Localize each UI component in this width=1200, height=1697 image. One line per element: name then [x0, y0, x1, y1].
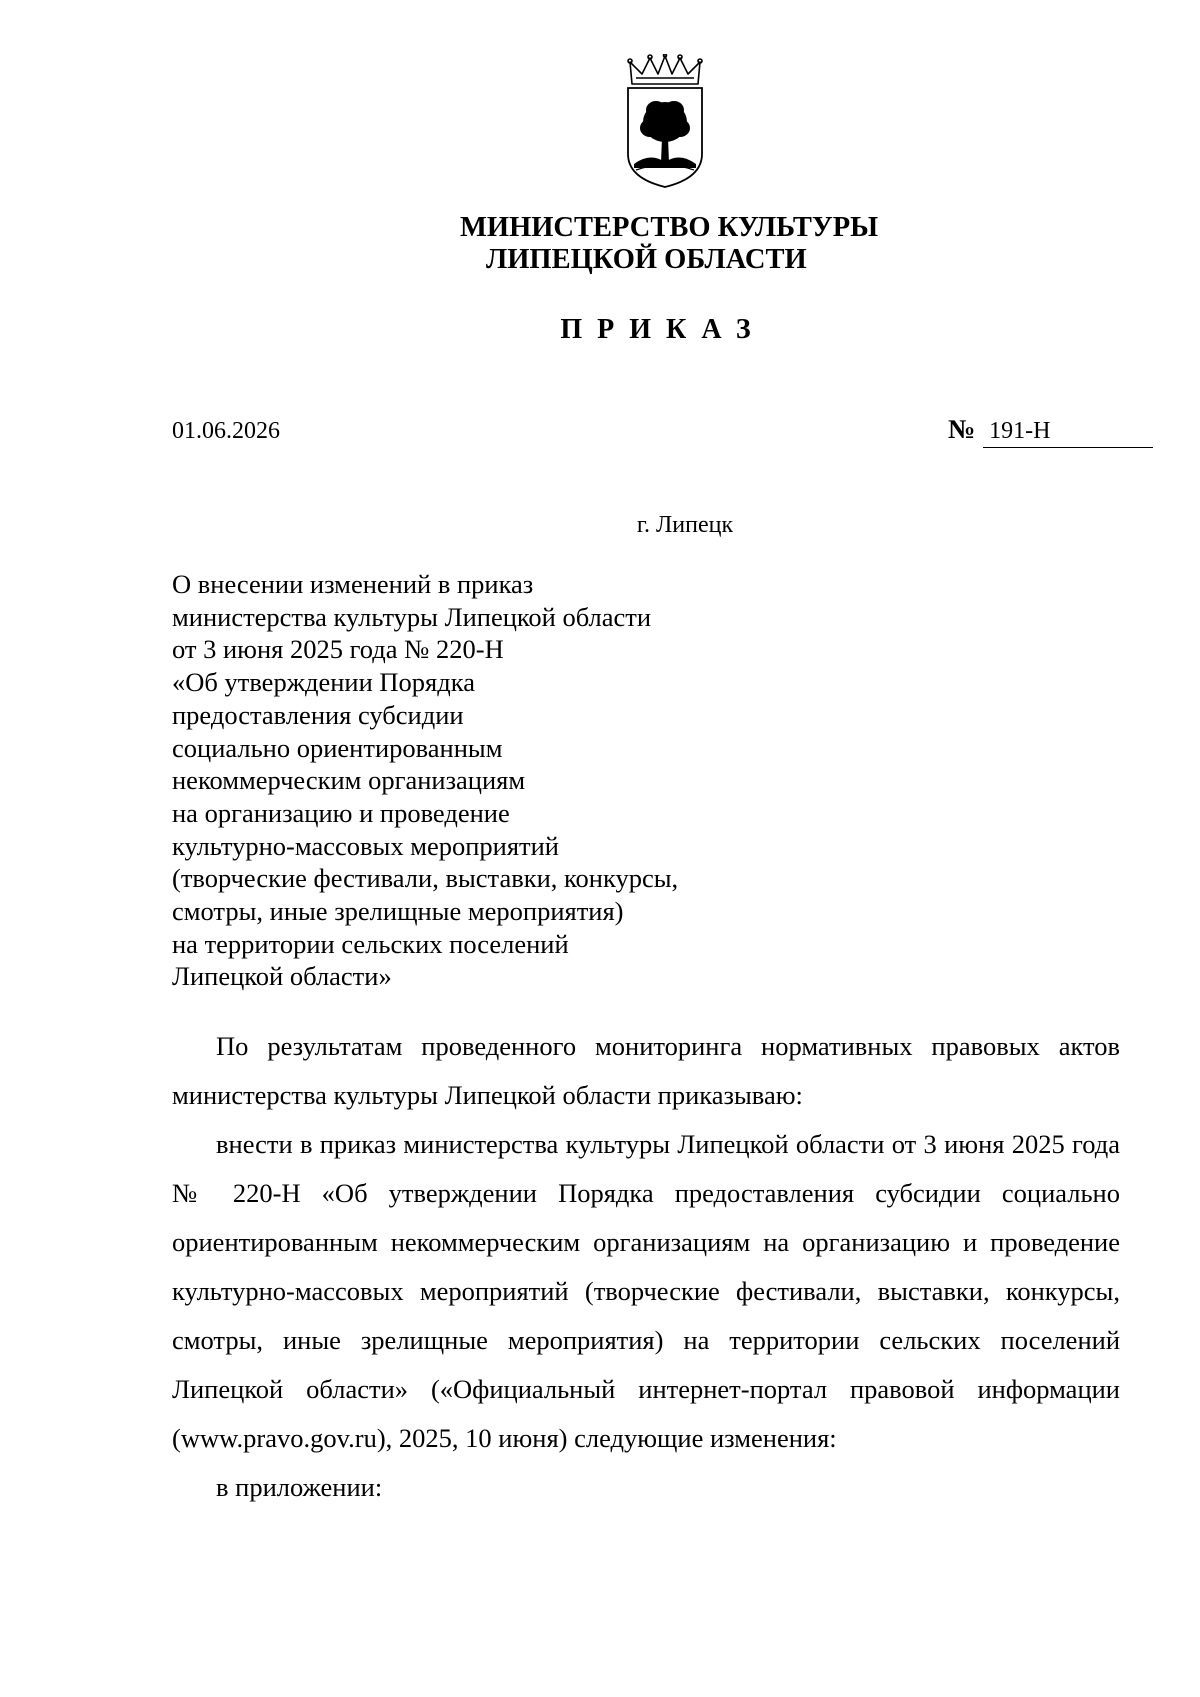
document-body	[172, 1022, 1120, 1512]
subject-line: «Об утверждении Порядка	[172, 667, 475, 698]
subject-line: министерства культуры Липецкой области	[172, 601, 652, 632]
body-paragraph: в приложении:	[216, 1472, 383, 1502]
number-value: 191-Н	[983, 418, 1153, 448]
body-paragraph: внести в приказ министерства культуры Липецкой области от 3 июня 2025 года № 220-Н «Об утверждении Порядка предоставления субсидии социально ориентированным некоммерческим организациям на организацию и проведение культурно-массовых мероприятий (творческие фестивали, выставки, конкурсы, смотры, иные зрелищные мероприятия) на территории сельских поселений Липецкой области» («Официальный интернет-портал правовой информации (www.pravo.gov.ru), 2025, 10 июня) следующие изменения:	[172, 1129, 1120, 1453]
ministry-name-line2: ЛИПЕЦКОЙ ОБЛАСТИ	[486, 244, 807, 275]
document-city: г. Липецк	[636, 512, 734, 538]
ministry-name	[460, 212, 878, 276]
subject-line: смотры, иные зрелищные мероприятия)	[172, 896, 624, 927]
document-subject	[172, 568, 678, 993]
number-sign: №	[948, 414, 976, 444]
subject-line: предоставления субсидии	[172, 699, 464, 730]
ministry-name-line1: МИНИСТЕРСТВО КУЛЬТУРЫ	[460, 212, 879, 243]
subject-line: культурно-массовых мероприятий	[172, 830, 559, 861]
subject-line: от 3 июня 2025 года № 220-Н	[172, 634, 504, 665]
document-date: 01.06.2026	[172, 418, 280, 444]
body-paragraph: По результатам проведенного мониторинга нормативных правовых актов министерства культуры Липецкой области приказываю:	[172, 1031, 1120, 1110]
coat-of-arms-icon	[622, 54, 708, 188]
subject-line: Липецкой области»	[172, 961, 392, 992]
document-number	[948, 414, 1153, 448]
subject-line: (творческие фестивали, выставки, конкурсы,	[172, 863, 679, 894]
subject-line: на организацию и проведение	[172, 797, 510, 828]
subject-line: некоммерческим организациям	[172, 765, 526, 796]
subject-line: социально ориентированным	[172, 732, 503, 763]
subject-line: на территории сельских поселений	[172, 928, 569, 959]
document-type-title: ПРИКАЗ	[560, 314, 766, 345]
subject-line: О внесении изменений в приказ	[172, 569, 534, 599]
